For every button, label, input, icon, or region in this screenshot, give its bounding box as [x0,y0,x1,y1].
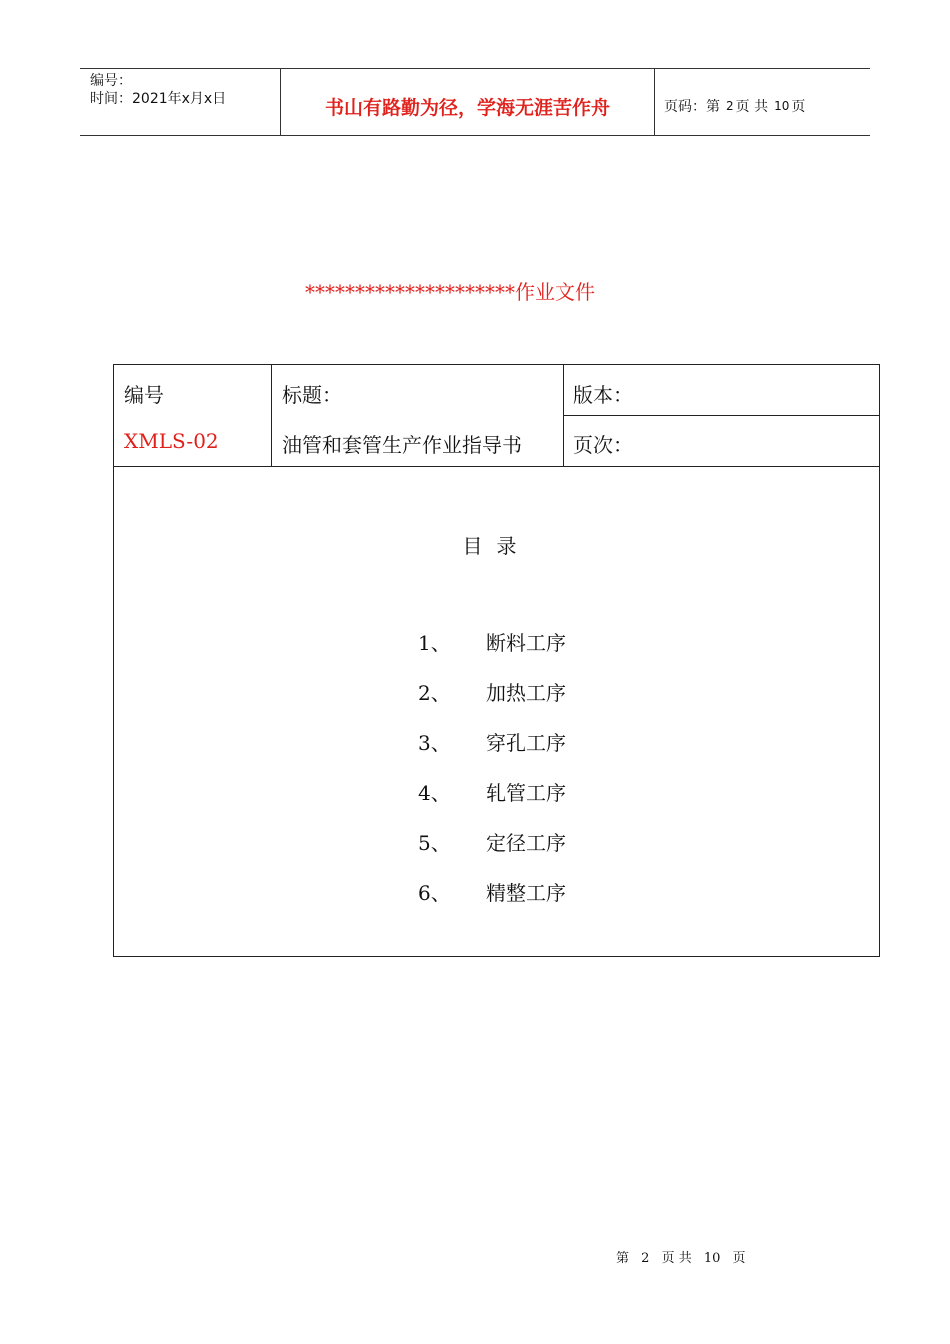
toc-heading: 目录 [462,534,531,558]
header-page-total: 10 [774,99,790,113]
header-page-suffix: 页 [791,99,806,115]
document-title: *********************作业文件 [305,280,595,304]
header-page-label: 页码：第 [664,99,720,115]
title-value: 油管和套管生产作业指导书 [282,433,522,457]
table-divider [563,415,880,416]
code-value: XMLS-02 [124,429,219,453]
header-page-mid: 页 共 [735,99,769,115]
toc-item-label: 定径工序 [486,831,566,855]
footer-suffix: 页 [732,1251,746,1266]
toc-item [418,727,566,777]
toc-item [418,877,566,927]
toc-item-label: 精整工序 [486,881,566,905]
toc-item [418,627,566,677]
footer-prefix: 第 [616,1251,630,1266]
header-page-current: 2 [726,99,734,113]
toc-item [418,677,566,727]
page-header [80,68,870,136]
header-meta [80,69,281,135]
version-label: 版本： [573,383,633,407]
footer-page-total: 10 [703,1251,721,1266]
page-footer [616,1247,754,1266]
toc-item-number: 2、 [418,681,451,705]
toc-item-number: 6、 [418,881,451,905]
toc-item-number: 1、 [418,631,451,655]
toc-item [418,777,566,827]
code-label: 编号 [124,383,164,407]
header-code-label: 编号： [90,73,132,89]
document-info-table [113,364,880,957]
header-motto: 书山有路勤为径，学海无涯苦作舟 [281,69,655,135]
page-count-label: 页次： [573,433,633,457]
toc-item-label: 轧管工序 [486,781,566,805]
header-page-info [656,69,870,135]
toc-item-number: 3、 [418,731,451,755]
toc-item-label: 加热工序 [486,681,566,705]
toc-item-number: 5、 [418,831,451,855]
title-label: 标题： [282,383,342,407]
toc-item [418,827,566,877]
table-divider [271,365,272,466]
toc-item-label: 穿孔工序 [486,731,566,755]
toc-list [418,627,566,927]
table-divider [114,466,879,467]
toc-item-number: 4、 [418,781,451,805]
header-date: 时间：2021年x月x日 [90,91,227,107]
footer-page-current: 2 [641,1251,650,1266]
footer-mid: 页 共 [661,1251,692,1266]
toc-item-label: 断料工序 [486,631,566,655]
